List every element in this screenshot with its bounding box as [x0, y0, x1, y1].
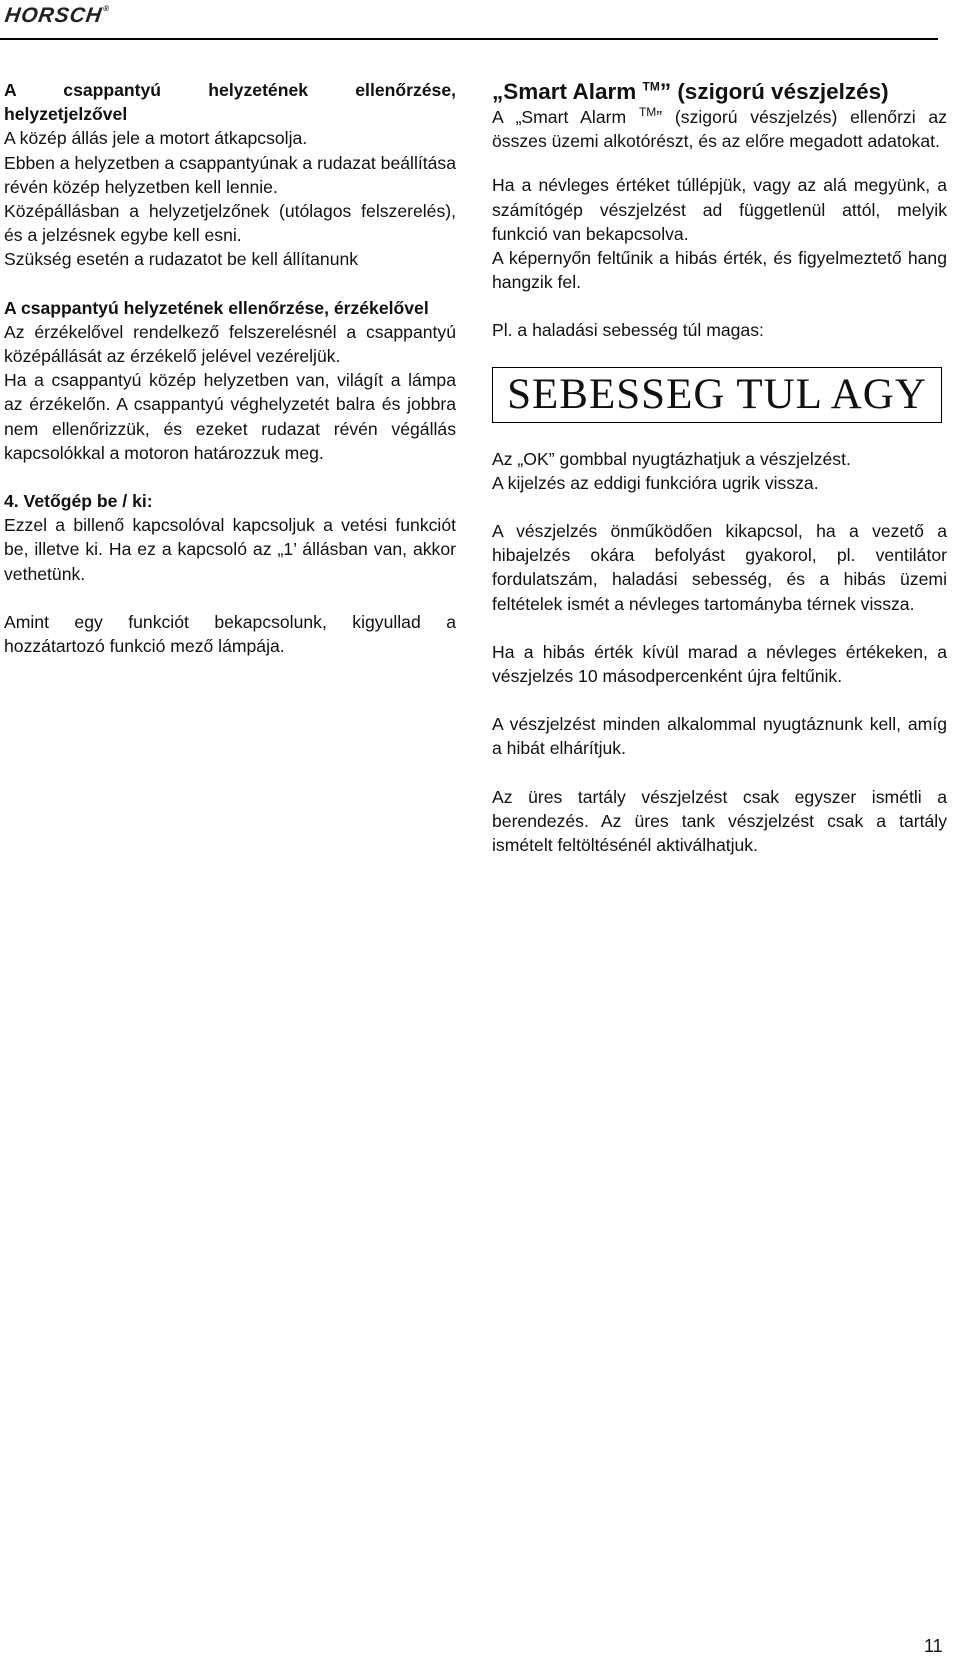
paragraph: A közép állás jele a motort átkapcsolja. — [4, 128, 308, 149]
paragraph: Ezzel a billenő kapcsolóval kapcsoljuk a vetési funkciót be, illetve ki. Ha ez a kapcsoló az „1’ állásban van, akkor vethetünk. — [4, 515, 456, 584]
paragraph: A vészjelzést minden alkalommal nyugtáznunk kell, amíg a hibát elhárítjuk. — [492, 714, 947, 759]
right-column — [492, 78, 947, 857]
paragraph: A „Smart Alarm ™” (szigorú vészjelzés) ellenőrzi az összes üzemi alkotórészt, és az előre megadott adatokat. — [492, 105, 948, 152]
paragraph: A vészjelzés önműködően kikapcsol, ha a vezető a hibajelzés okára befolyást gyakorol, pl. ventilátor fordulatszám, haladási sebesség, és a hibás üzemi feltételek ismét a névleges tartományba térnek vissza. — [492, 521, 947, 614]
smart-alarm-title: „Smart Alarm ™” (szigorú vészjelzés) — [492, 79, 889, 104]
paragraph: Ha a csappantyú közép helyzetben van, világít a lámpa az érzékelőn. A csappantyú véghelyzetét balra és jobbra nem ellenőrizzük, és ezeket rudazat révén végállás kapcsolókkal a motoron határozzuk meg. — [4, 370, 456, 463]
paragraph: Az „OK” gombbal nyugtázhatjuk a vészjelzést. — [492, 448, 851, 469]
paragraph: Az érzékelővel rendelkező felszerelésnél a csappantyú középállását az érzékelő jelével vezéreljük. — [4, 321, 456, 367]
paragraph: Az üres tartály vészjelzést csak egyszer ismétli a berendezés. Az üres tank vészjelzést csak a tartály ismételt feltöltésénél aktiválhatjuk. — [492, 786, 947, 856]
paragraph: Középállásban a helyzetjelzőnek (utólagos felszerelés), és a jelzésnek egybe kell esni. — [4, 201, 456, 246]
header-rule — [0, 38, 938, 40]
section-heading-sensor: A csappantyú helyzetének ellenőrzése, érzékelővel — [4, 297, 429, 318]
left-column — [4, 78, 456, 658]
paragraph: Ha a névleges értéket túllépjük, vagy az alá megyünk, a számítógép vészjelzést ad függetlenül attól, melyik funkció van bekapcsolva. — [492, 175, 947, 244]
paragraph: Ha a hibás érték kívül marad a névleges értékeken, a vészjelzés 10 másodpercenként újra feltűnik. — [492, 641, 947, 687]
paragraph: A képernyőn feltűnik a hibás érték, és figyelmeztető hang hangzik fel. — [492, 248, 947, 293]
paragraph: Szükség esetén a rudazatot be kell állítanunk — [4, 249, 359, 270]
paragraph: Ebben a helyzetben a csappantyúnak a rudazat beállítása révén közép helyzetben kell lennie. — [4, 152, 456, 197]
section-heading-position-indicator: A csappantyú helyzetének ellenőrzése, helyzetjelzővel — [4, 80, 456, 125]
horsch-logo: HORSCH® — [3, 4, 111, 27]
page-number: 11 — [924, 1636, 943, 1656]
alarm-display — [492, 367, 942, 423]
example-label: Pl. a haladási sebesség túl magas: — [492, 320, 764, 341]
paragraph: A kijelzés az eddigi funkcióra ugrik vissza. — [492, 472, 819, 493]
alarm-display-text: SEBESSEG TUL AGY — [507, 370, 927, 418]
section-heading-seeder: 4. Vetőgép be / ki: — [4, 491, 153, 512]
paragraph: Amint egy funkciót bekapcsolunk, kigyullad a hozzátartozó funkció mező lámpája. — [4, 611, 456, 657]
